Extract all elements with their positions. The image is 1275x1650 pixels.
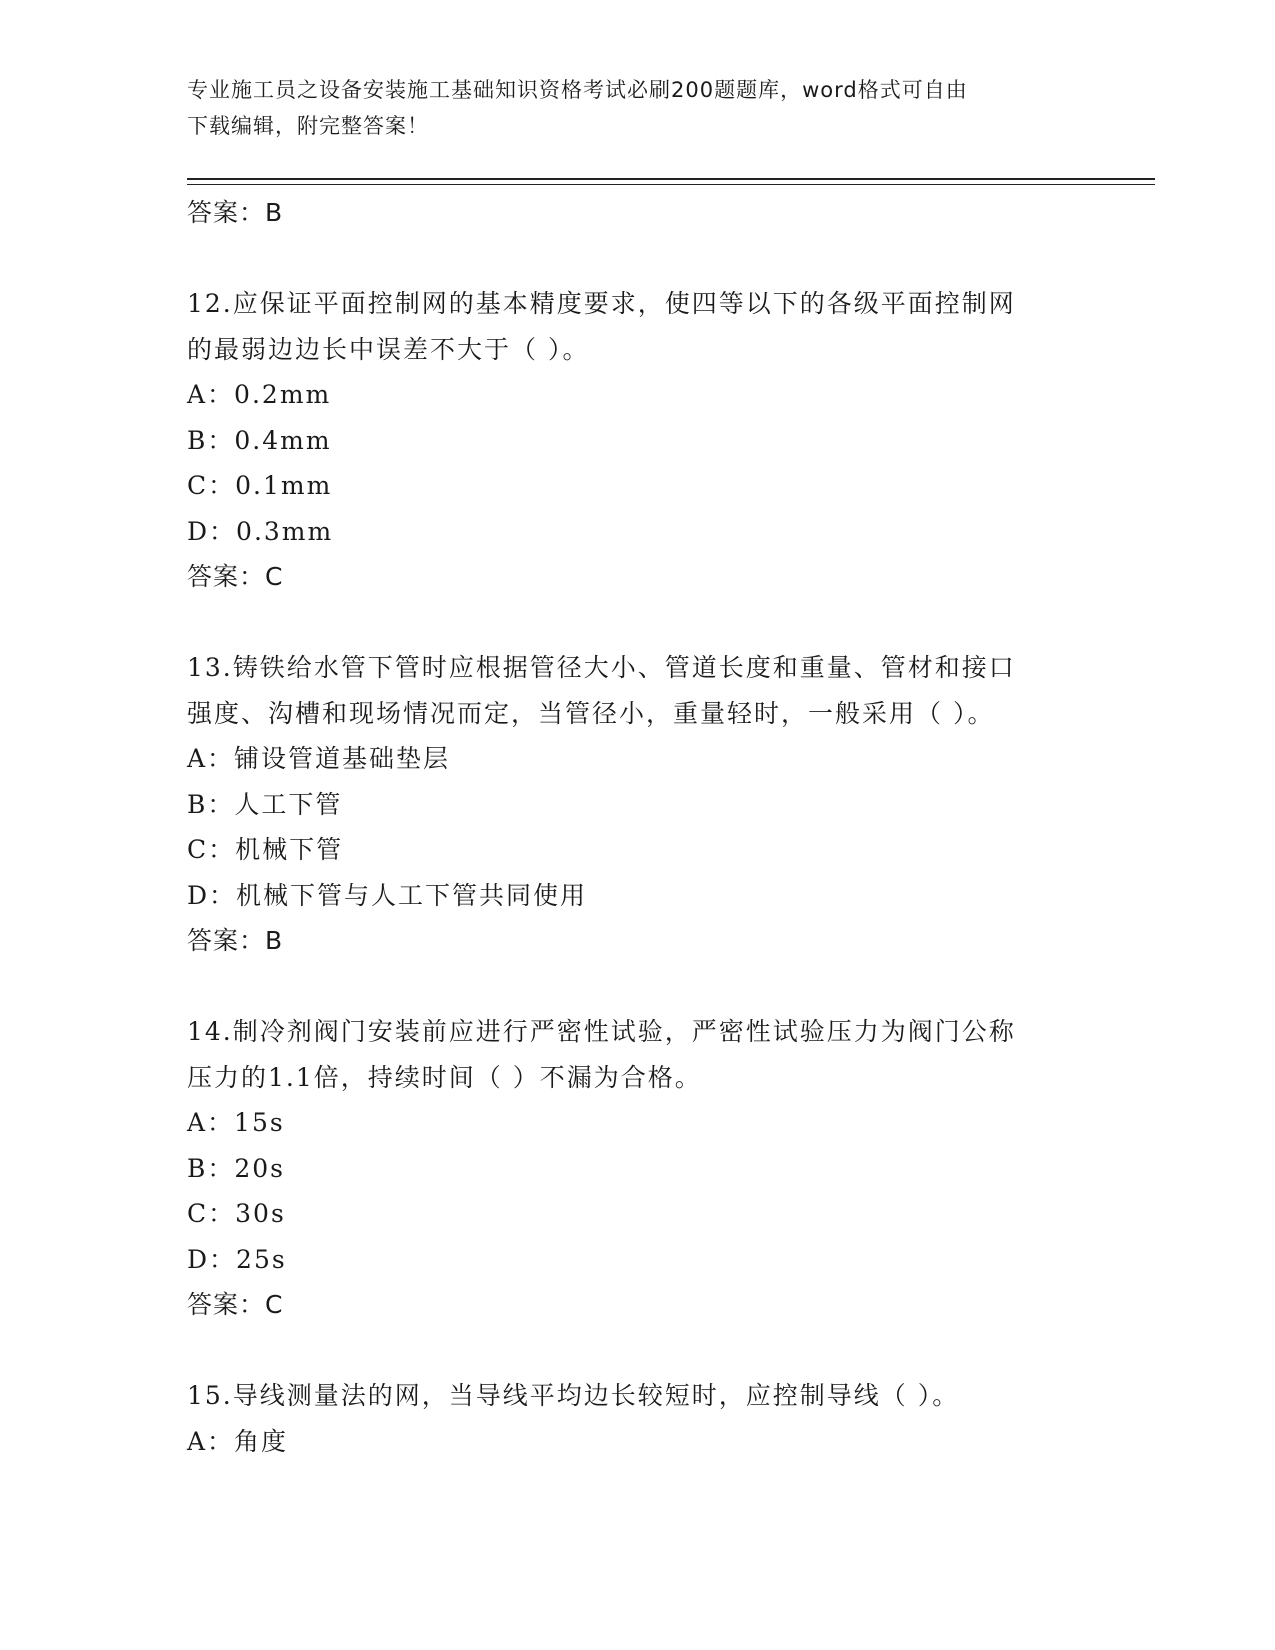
question-text: 14.制冷剂阀门安装前应进行严密性试验，严密性试验压力为阀门公称: [187, 1017, 1016, 1046]
question-14: [187, 1009, 1087, 1328]
option-d: D：机械下管与人工下管共同使用: [187, 880, 588, 910]
question-text: 12.应保证平面控制网的基本精度要求，使四等以下的各级平面控制网: [187, 289, 1016, 318]
option-d: D：25s: [187, 1244, 287, 1274]
question-text: 强度、沟槽和现场情况而定，当管径小，重量轻时，一般采用（ ）。: [187, 698, 995, 728]
option-c: C：30s: [187, 1199, 286, 1228]
header-line-1: 专业施工员之设备安装施工基础知识资格考试必刷200题题库，word格式可自由: [187, 78, 968, 102]
option-a: A：铺设管道基础垫层: [187, 744, 451, 773]
answer-line: 答案：B: [187, 926, 284, 955]
header-rule-thick: [187, 178, 1155, 180]
option-a: A：角度: [187, 1426, 289, 1456]
header-line-2: 下载编辑，附完整答案！: [187, 114, 429, 138]
option-d: D：0.3mm: [187, 516, 334, 546]
option-c: C：0.1mm: [187, 471, 333, 500]
question-12: [187, 281, 1087, 600]
question-text: 13.铸铁给水管下管时应根据管径大小、管道长度和重量、管材和接口: [187, 653, 1016, 682]
question-text: 压力的1.1倍，持续时间（ ）不漏为合格。: [187, 1062, 702, 1092]
option-a: A：0.2mm: [187, 380, 332, 409]
answer-line: 答案：C: [187, 562, 284, 591]
question-list: [187, 190, 1087, 1464]
option-c: C：机械下管: [187, 835, 344, 864]
option-b: B：0.4mm: [187, 425, 332, 455]
option-a: A：15s: [187, 1108, 285, 1137]
option-b: B：人工下管: [187, 789, 343, 819]
answer-line: 答案：C: [187, 1290, 284, 1319]
question-13: [187, 645, 1087, 964]
question-15: [187, 1373, 1087, 1464]
question-text: 15.导线测量法的网，当导线平均边长较短时，应控制导线（ ）。: [187, 1381, 960, 1410]
question-text: 的最弱边边长中误差不大于（ ）。: [187, 334, 590, 364]
header-rule-thin: [187, 184, 1155, 185]
document-header: [187, 72, 1067, 144]
option-b: B：20s: [187, 1153, 286, 1183]
answer-line: 答案：B: [187, 198, 284, 227]
